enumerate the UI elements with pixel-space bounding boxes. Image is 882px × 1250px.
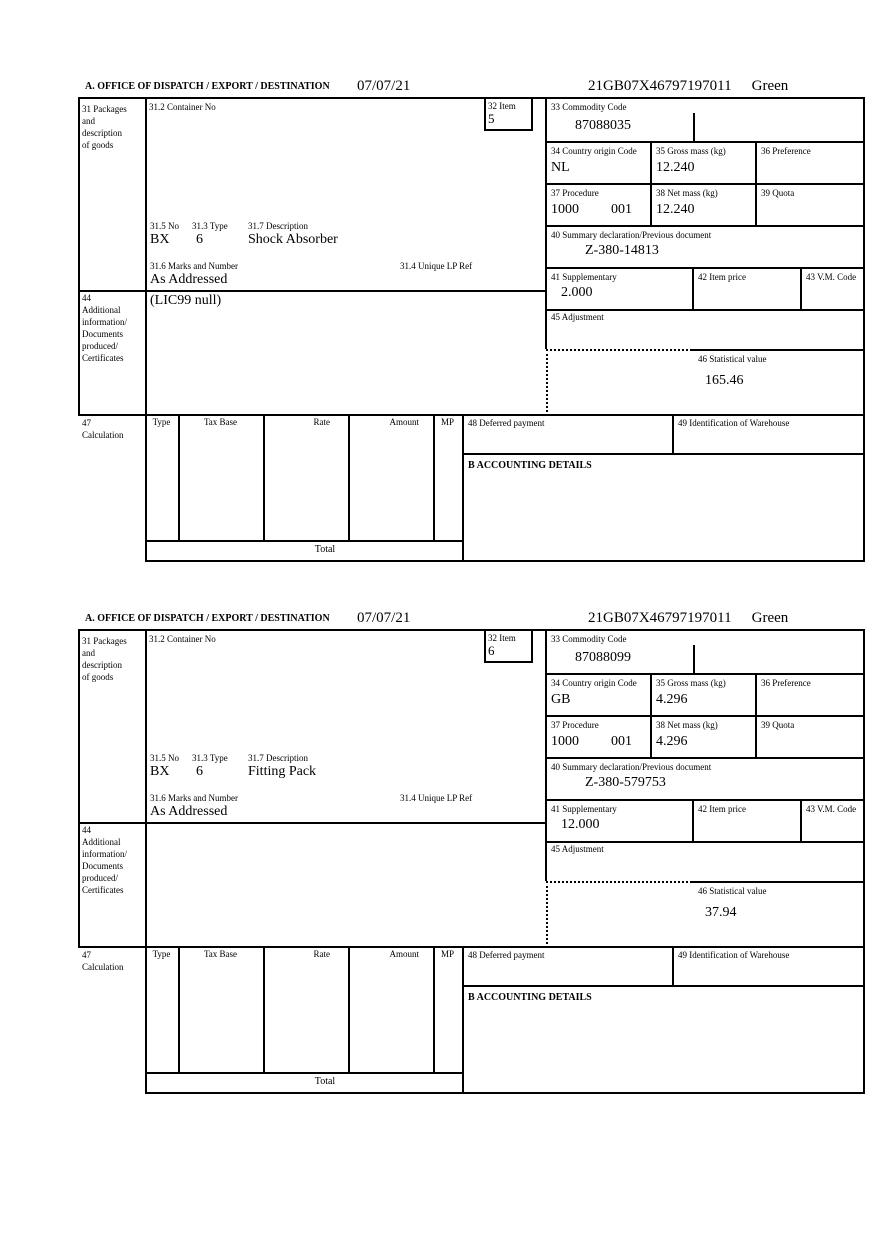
label-line: and	[82, 648, 95, 658]
divider-line	[145, 97, 147, 560]
calculation-label	[82, 949, 124, 973]
accounting-details-label: B ACCOUNTING DETAILS	[468, 992, 592, 1003]
divider-line	[650, 673, 652, 757]
label-line: Documents	[82, 861, 123, 871]
item-value: 5	[488, 111, 495, 126]
previous-document-value: Z-380-14813	[585, 243, 659, 258]
package-type-label: 31.3 Type	[192, 221, 228, 231]
tax-amount-header: Amount	[389, 949, 419, 959]
packages-description-label	[82, 103, 127, 151]
divider-line	[263, 946, 265, 1072]
description-label: 31.7 Description	[248, 753, 308, 763]
divider-line	[692, 349, 863, 351]
label-line: of goods	[82, 140, 114, 150]
label-line: description	[82, 660, 122, 670]
commodity-code-value: 87088099	[575, 650, 631, 665]
procedure-label: 37 Procedure	[551, 188, 599, 198]
label-line: 47	[82, 418, 91, 428]
divider-line	[692, 881, 863, 883]
container-no-label: 31.2 Container No	[149, 634, 216, 644]
goods-description-value: Shock Absorber	[248, 232, 338, 247]
commodity-code-label: 33 Commodity Code	[551, 634, 627, 644]
country-origin-label: 34 Country origin Code	[551, 146, 637, 156]
tax-type-header: Type	[152, 949, 171, 959]
package-no-value: BX	[150, 232, 170, 247]
label-line: Calculation	[82, 962, 124, 972]
marks-number-label: 31.6 Marks and Number	[150, 793, 238, 803]
item-price-label: 42 Item price	[698, 272, 746, 282]
label-line: 31 Packages	[82, 636, 127, 646]
divider-line	[178, 414, 180, 540]
label-line: 47	[82, 950, 91, 960]
label-line: description	[82, 128, 122, 138]
gross-mass-value: 12.240	[656, 160, 695, 175]
divider-line	[672, 414, 674, 453]
label-line: and	[82, 116, 95, 126]
package-no-label: 31.5 No	[150, 753, 179, 763]
tax-amount-header: Amount	[389, 417, 419, 427]
net-mass-label: 38 Net mass (kg)	[656, 188, 718, 198]
office-of-dispatch-header: A. OFFICE OF DISPATCH / EXPORT / DESTINATION	[85, 613, 330, 624]
divider-line	[348, 946, 350, 1072]
previous-document-label: 40 Summary declaration/Previous document	[551, 230, 712, 240]
dotted-divider-line	[546, 881, 548, 944]
border-line	[78, 629, 80, 946]
tax-base-header: Tax Base	[203, 417, 238, 427]
preference-label: 36 Preference	[761, 146, 811, 156]
border-line	[78, 97, 865, 99]
item-label: 32 Item	[488, 101, 516, 111]
commodity-code-divider	[693, 645, 695, 673]
package-type-value: 6	[196, 764, 203, 779]
dotted-divider-line	[546, 349, 692, 351]
office-of-dispatch-header: A. OFFICE OF DISPATCH / EXPORT / DESTINATION	[85, 81, 330, 92]
divider-line	[545, 757, 863, 759]
gross-mass-label: 35 Gross mass (kg)	[656, 678, 726, 688]
border-line	[863, 97, 865, 560]
dotted-divider-line	[546, 349, 548, 412]
marks-number-label: 31.6 Marks and Number	[150, 261, 238, 271]
border-line	[78, 97, 80, 414]
calculation-total-label: Total	[314, 544, 336, 555]
label-line: of goods	[82, 672, 114, 682]
declaration-reference-row	[588, 610, 788, 627]
net-mass-value: 12.240	[656, 202, 695, 217]
statistical-value-label: 46 Statistical value	[698, 886, 767, 896]
divider-line	[800, 799, 802, 841]
declaration-reference-row	[588, 78, 788, 95]
divider-line	[78, 822, 545, 824]
country-origin-value: GB	[551, 692, 571, 707]
adjustment-label: 45 Adjustment	[551, 312, 604, 322]
procedure-value: 1000	[551, 202, 579, 217]
description-label: 31.7 Description	[248, 221, 308, 231]
divider-line	[545, 141, 863, 143]
label-line: information/	[82, 849, 127, 859]
divider-line	[545, 225, 863, 227]
label-line: 44	[82, 825, 91, 835]
net-mass-label: 38 Net mass (kg)	[656, 720, 718, 730]
vm-code-label: 43 V.M. Code	[806, 272, 857, 282]
tax-rate-header: Rate	[313, 417, 330, 427]
label-line: Certificates	[82, 885, 124, 895]
label-line: Documents	[82, 329, 123, 339]
divider-line	[545, 799, 863, 801]
border-line	[145, 1092, 865, 1094]
tax-rate-header: Rate	[313, 949, 330, 959]
procedure-value: 1000	[551, 734, 579, 749]
country-origin-label: 34 Country origin Code	[551, 678, 637, 688]
divider-line	[650, 141, 652, 225]
package-type-label: 31.3 Type	[192, 753, 228, 763]
label-line: 31 Packages	[82, 104, 127, 114]
statistical-value: 165.46	[705, 373, 744, 388]
divider-line	[545, 183, 863, 185]
divider-line	[178, 946, 180, 1072]
divider-line	[145, 1072, 462, 1074]
commodity-code-divider	[693, 113, 695, 141]
gross-mass-value: 4.296	[656, 692, 688, 707]
divider-line	[545, 841, 863, 843]
divider-line	[145, 629, 147, 1092]
item-value: 6	[488, 643, 495, 658]
divider-line	[755, 141, 757, 225]
divider-line	[755, 673, 757, 757]
declaration-item-section-1	[78, 80, 867, 564]
package-no-label: 31.5 No	[150, 221, 179, 231]
label-line: Calculation	[82, 430, 124, 440]
divider-line	[462, 946, 464, 1092]
supplementary-label: 41 Supplementary	[551, 272, 617, 282]
routing-status: Green	[751, 610, 789, 626]
procedure-value-2: 001	[611, 202, 632, 217]
divider-line	[545, 97, 547, 349]
preference-label: 36 Preference	[761, 678, 811, 688]
deferred-payment-label: 48 Deferred payment	[468, 418, 545, 428]
label-line: produced/	[82, 873, 118, 883]
supplementary-value: 12.000	[561, 817, 600, 832]
divider-line	[545, 629, 547, 881]
unique-lp-ref-label: 31.4 Unique LP Ref	[400, 793, 473, 803]
dispatch-date: 07/07/21	[357, 610, 411, 626]
procedure-label: 37 Procedure	[551, 720, 599, 730]
dispatch-date: 07/07/21	[357, 78, 411, 94]
package-type-value: 6	[196, 232, 203, 247]
accounting-details-label: B ACCOUNTING DETAILS	[468, 460, 592, 471]
tax-mp-header: MP	[440, 417, 454, 427]
country-origin-value: NL	[551, 160, 570, 175]
label-line: information/	[82, 317, 127, 327]
label-line: Certificates	[82, 353, 124, 363]
tax-type-header: Type	[152, 417, 171, 427]
statistical-value-label: 46 Statistical value	[698, 354, 767, 364]
border-line	[78, 629, 865, 631]
label-line: Additional	[82, 837, 121, 847]
packages-description-label	[82, 635, 127, 683]
divider-line	[545, 309, 863, 311]
quota-label: 39 Quota	[761, 188, 795, 198]
warehouse-id-label: 49 Identification of Warehouse	[678, 950, 790, 960]
item-label: 32 Item	[488, 633, 516, 643]
divider-line	[78, 414, 865, 416]
routing-status: Green	[751, 78, 789, 94]
net-mass-value: 4.296	[656, 734, 688, 749]
marks-number-value: As Addressed	[150, 804, 228, 819]
package-no-value: BX	[150, 764, 170, 779]
supplementary-label: 41 Supplementary	[551, 804, 617, 814]
divider-line	[348, 414, 350, 540]
border-line	[145, 560, 865, 562]
vm-code-label: 43 V.M. Code	[806, 804, 857, 814]
calculation-table-header	[145, 417, 462, 427]
divider-line	[78, 946, 865, 948]
label-line: produced/	[82, 341, 118, 351]
previous-document-value: Z-380-579753	[585, 775, 666, 790]
container-no-label: 31.2 Container No	[149, 102, 216, 112]
divider-line	[263, 414, 265, 540]
additional-information-label	[82, 292, 127, 364]
calculation-table-header	[145, 949, 462, 959]
procedure-value-2: 001	[611, 734, 632, 749]
statistical-value: 37.94	[705, 905, 737, 920]
tax-mp-header: MP	[440, 949, 454, 959]
divider-line	[800, 267, 802, 309]
commodity-code-label: 33 Commodity Code	[551, 102, 627, 112]
quota-label: 39 Quota	[761, 720, 795, 730]
declaration-reference: 21GB07X46797197011	[588, 78, 732, 94]
additional-information-label	[82, 824, 127, 896]
calculation-label	[82, 417, 124, 441]
divider-line	[145, 540, 462, 542]
supplementary-value: 2.000	[561, 285, 593, 300]
divider-line	[545, 715, 863, 717]
item-price-label: 42 Item price	[698, 804, 746, 814]
label-line: Additional	[82, 305, 121, 315]
declaration-reference: 21GB07X46797197011	[588, 610, 732, 626]
divider-line	[692, 267, 694, 309]
divider-line	[545, 673, 863, 675]
divider-line	[692, 799, 694, 841]
deferred-payment-label: 48 Deferred payment	[468, 950, 545, 960]
warehouse-id-label: 49 Identification of Warehouse	[678, 418, 790, 428]
dotted-divider-line	[546, 881, 692, 883]
divider-line	[545, 267, 863, 269]
declaration-item-section-2	[78, 612, 867, 1096]
commodity-code-value: 87088035	[575, 118, 631, 133]
adjustment-label: 45 Adjustment	[551, 844, 604, 854]
unique-lp-ref-label: 31.4 Unique LP Ref	[400, 261, 473, 271]
additional-information-value: (LIC99 null)	[150, 293, 222, 308]
gross-mass-label: 35 Gross mass (kg)	[656, 146, 726, 156]
divider-line	[462, 985, 865, 987]
label-line: 44	[82, 293, 91, 303]
divider-line	[672, 946, 674, 985]
previous-document-label: 40 Summary declaration/Previous document	[551, 762, 712, 772]
divider-line	[462, 414, 464, 560]
marks-number-value: As Addressed	[150, 272, 228, 287]
goods-description-value: Fitting Pack	[248, 764, 317, 779]
calculation-total-label: Total	[314, 1076, 336, 1087]
divider-line	[462, 453, 865, 455]
tax-base-header: Tax Base	[203, 949, 238, 959]
border-line	[863, 629, 865, 1092]
divider-line	[78, 290, 545, 292]
divider-line	[433, 946, 435, 1072]
divider-line	[433, 414, 435, 540]
